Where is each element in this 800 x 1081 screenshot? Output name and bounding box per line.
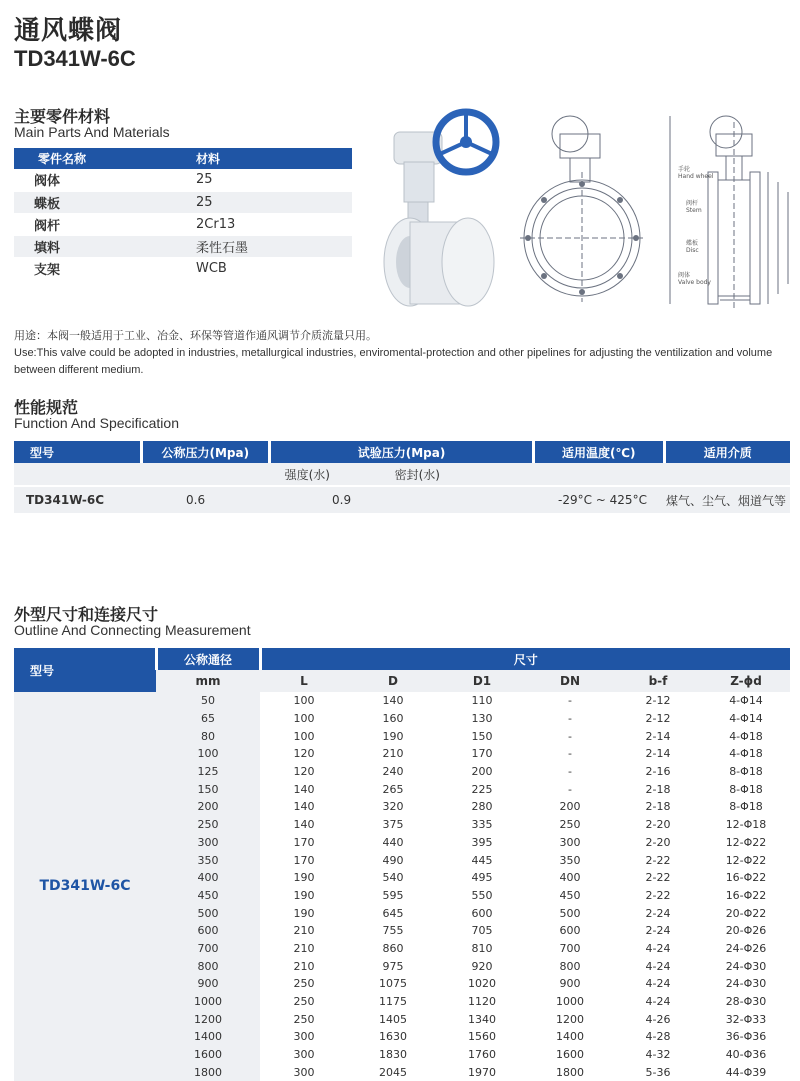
dims-sub-z: Z-ϕd [702, 670, 790, 692]
bf-value: 2-14 [645, 747, 671, 761]
d-value: 540 [382, 871, 404, 885]
part-material: 25 [190, 191, 352, 213]
bf-value: 2-18 [645, 800, 671, 814]
z-value: 36-Φ36 [725, 1030, 767, 1044]
l-value: 190 [293, 871, 315, 885]
valve-side-view-drawing [664, 112, 794, 308]
l-value: 210 [293, 941, 315, 955]
d-value: 645 [382, 906, 404, 920]
z-value: 8-Φ18 [729, 800, 763, 814]
table-row [14, 692, 790, 710]
l-value: 190 [293, 888, 315, 902]
label-hand-wheel-cn: 手轮 [678, 166, 691, 173]
d-value: 975 [382, 959, 404, 973]
spec-model-value: TD341W-6C [26, 493, 105, 507]
part-material: WCB [190, 257, 352, 279]
dn-value: 100 [156, 745, 260, 763]
page-title-cn: 通风蝶阀 [14, 16, 123, 46]
spec-col-temperature: 适用温度(℃) [535, 441, 662, 463]
dn-bore-value: 300 [559, 835, 581, 849]
part-name: 蝶板 [14, 191, 190, 213]
spec-section-title-cn: 性能规范 [14, 398, 79, 417]
d1-value: 550 [471, 888, 493, 902]
l-value: 140 [293, 818, 315, 832]
dn-value: 1000 [156, 993, 260, 1011]
dn-bore-value: 800 [559, 959, 581, 973]
d1-value: 1760 [468, 1048, 496, 1062]
bf-value: 2-20 [645, 818, 671, 832]
bf-value: 2-12 [645, 712, 671, 726]
table-row [14, 213, 352, 235]
z-value: 20-Φ26 [725, 924, 767, 938]
spec-col-model: 型号 [14, 441, 140, 463]
table-row [14, 169, 352, 191]
part-name: 填料 [14, 235, 190, 257]
bf-value: 4-24 [645, 959, 671, 973]
bf-value: 2-20 [645, 835, 671, 849]
dn-value: 250 [156, 816, 260, 834]
dn-bore-value: 900 [559, 977, 581, 991]
z-value: 44-Φ39 [725, 1065, 767, 1079]
l-value: 120 [293, 765, 315, 779]
l-value: 140 [293, 800, 315, 814]
z-value: 4-Φ14 [729, 712, 763, 726]
usage-text-cn: 用途：本阀一般适用于工业、冶金、环保等管道作通风调节介质流量只用。 [14, 329, 377, 342]
dims-sub-D1: D1 [438, 670, 526, 692]
bf-value: 2-24 [645, 924, 671, 938]
z-value: 12-Φ22 [725, 853, 767, 867]
l-value: 100 [293, 729, 315, 743]
bf-value: 2-18 [645, 782, 671, 796]
spec-sub-strength: 强度(水) [284, 467, 330, 482]
dn-bore-value: 1800 [556, 1065, 584, 1079]
dn-value: 700 [156, 940, 260, 958]
spec-col-test-pressure: 试验压力(Mpa) [271, 441, 532, 463]
d1-value: 150 [471, 729, 493, 743]
dimensions-table [14, 648, 790, 1081]
d-value: 1075 [379, 977, 407, 991]
parts-materials-table [14, 148, 352, 280]
bf-value: 4-26 [645, 1012, 671, 1026]
spec-sub-seal: 密封(水) [394, 467, 440, 482]
spec-table [14, 441, 790, 513]
l-value: 300 [293, 1065, 315, 1079]
dims-col-dn: 公称通径 [156, 648, 260, 670]
d1-value: 445 [471, 853, 493, 867]
bf-value: 4-24 [645, 995, 671, 1009]
l-value: 120 [293, 747, 315, 761]
d1-value: 200 [471, 765, 493, 779]
dn-value: 1800 [156, 1063, 260, 1081]
bf-value: 4-32 [645, 1048, 671, 1062]
dn-value: 50 [156, 692, 260, 710]
l-value: 170 [293, 853, 315, 867]
dn-bore-value: - [568, 747, 572, 761]
d1-value: 130 [471, 712, 493, 726]
dims-section-title-en: Outline And Connecting Measurement [14, 622, 251, 638]
bf-value: 2-22 [645, 871, 671, 885]
l-value: 170 [293, 835, 315, 849]
d1-value: 1120 [468, 995, 496, 1009]
label-body-cn: 阀体 [678, 272, 691, 279]
d-value: 2045 [379, 1065, 407, 1079]
d1-value: 110 [471, 694, 493, 708]
d-value: 1175 [379, 995, 407, 1009]
label-hand-wheel-en: Hand wheel [678, 173, 714, 180]
dn-bore-value: 600 [559, 924, 581, 938]
table-row [14, 257, 352, 279]
dn-bore-value: 1600 [556, 1048, 584, 1062]
dn-value: 200 [156, 798, 260, 816]
d-value: 1405 [379, 1012, 407, 1026]
valve-photo-image [382, 98, 510, 312]
dn-bore-value: 250 [559, 818, 581, 832]
bf-value: 2-22 [645, 853, 671, 867]
bf-value: 4-24 [645, 977, 671, 991]
dims-sub-D: D [348, 670, 438, 692]
l-value: 300 [293, 1030, 315, 1044]
page-title-model: TD341W-6C [14, 46, 136, 71]
d1-value: 1970 [468, 1065, 496, 1079]
spec-header-row [14, 441, 790, 463]
d-value: 490 [382, 853, 404, 867]
d1-value: 705 [471, 924, 493, 938]
d1-value: 810 [471, 941, 493, 955]
dn-bore-value: 200 [559, 800, 581, 814]
dims-col-model: 型号 [14, 648, 156, 692]
spec-strength-value: 0.9 [332, 493, 352, 507]
spec-pressure-value: 0.6 [186, 493, 206, 507]
dn-bore-value: 1400 [556, 1030, 584, 1044]
z-value: 4-Φ18 [729, 729, 763, 743]
parts-section-title-en: Main Parts And Materials [14, 124, 170, 140]
d-value: 860 [382, 941, 404, 955]
spec-medium-value: 煤气、尘气、烟道气等 [666, 493, 787, 508]
valve-front-view-drawing [520, 112, 646, 308]
part-name: 阀杆 [14, 213, 190, 235]
l-value: 300 [293, 1048, 315, 1062]
dn-bore-value: 700 [559, 941, 581, 955]
bf-value: 2-22 [645, 888, 671, 902]
label-body-en: Valve body [678, 279, 711, 286]
bf-value: 5-36 [645, 1065, 671, 1079]
dims-section-title-cn: 外型尺寸和连接尺寸 [14, 605, 159, 624]
spec-col-pressure: 公称压力(Mpa) [143, 441, 269, 463]
label-disc-cn: 蝶板 [686, 240, 699, 247]
dn-bore-value: - [568, 712, 572, 726]
d1-value: 225 [471, 782, 493, 796]
dn-value: 65 [156, 710, 260, 728]
l-value: 100 [293, 712, 315, 726]
d1-value: 495 [471, 871, 493, 885]
dn-bore-value: 1000 [556, 995, 584, 1009]
dims-table-body [14, 692, 790, 1081]
dn-value: 900 [156, 975, 260, 993]
dn-value: 300 [156, 834, 260, 852]
d1-value: 600 [471, 906, 493, 920]
spec-section-title-en: Function And Specification [14, 415, 179, 431]
bf-value: 2-16 [645, 765, 671, 779]
dn-value: 350 [156, 851, 260, 869]
d1-value: 170 [471, 747, 493, 761]
d1-value: 395 [471, 835, 493, 849]
label-stem-cn: 阀杆 [686, 200, 699, 207]
z-value: 16-Φ22 [725, 871, 767, 885]
dn-value: 800 [156, 957, 260, 975]
d-value: 140 [382, 694, 404, 708]
dn-value: 400 [156, 869, 260, 887]
dims-sub-mm: mm [156, 670, 260, 692]
d-value: 755 [382, 924, 404, 938]
part-material: 2Cr13 [190, 213, 352, 235]
z-value: 4-Φ18 [729, 747, 763, 761]
l-value: 210 [293, 959, 315, 973]
dims-sub-L: L [260, 670, 348, 692]
d-value: 440 [382, 835, 404, 849]
parts-col-header-part: 零件名称 [14, 148, 190, 169]
spec-subheader-row [14, 463, 790, 485]
parts-col-header-material: 材料 [190, 148, 352, 169]
z-value: 24-Φ26 [725, 941, 767, 955]
dims-model-value: TD341W-6C [14, 692, 156, 1081]
z-value: 28-Φ30 [725, 995, 767, 1009]
dn-bore-value: 450 [559, 888, 581, 902]
z-value: 32-Φ33 [725, 1012, 767, 1026]
parts-section-title-cn: 主要零件材料 [14, 107, 111, 126]
d-value: 320 [382, 800, 404, 814]
dn-bore-value: - [568, 782, 572, 796]
dn-value: 125 [156, 763, 260, 781]
bf-value: 2-24 [645, 906, 671, 920]
z-value: 8-Φ18 [729, 765, 763, 779]
d-value: 1830 [379, 1048, 407, 1062]
dims-sub-DN: DN [526, 670, 614, 692]
label-disc-en: Disc [686, 247, 699, 254]
z-value: 8-Φ18 [729, 782, 763, 796]
d-value: 595 [382, 888, 404, 902]
part-name: 支架 [14, 257, 190, 279]
table-row [14, 235, 352, 257]
dn-value: 150 [156, 780, 260, 798]
dn-value: 1600 [156, 1046, 260, 1064]
l-value: 250 [293, 1012, 315, 1026]
d-value: 160 [382, 712, 404, 726]
l-value: 190 [293, 906, 315, 920]
dn-bore-value: - [568, 765, 572, 779]
dn-bore-value: 350 [559, 853, 581, 867]
d1-value: 280 [471, 800, 493, 814]
bf-value: 4-24 [645, 941, 671, 955]
dn-bore-value: 400 [559, 871, 581, 885]
dn-bore-value: - [568, 694, 572, 708]
l-value: 140 [293, 782, 315, 796]
d1-value: 920 [471, 959, 493, 973]
l-value: 250 [293, 995, 315, 1009]
table-row [14, 191, 352, 213]
d-value: 190 [382, 729, 404, 743]
d1-value: 1560 [468, 1030, 496, 1044]
d1-value: 335 [471, 818, 493, 832]
d1-value: 1340 [468, 1012, 496, 1026]
part-material: 25 [190, 169, 352, 191]
z-value: 12-Φ22 [725, 835, 767, 849]
z-value: 12-Φ18 [725, 818, 767, 832]
spec-temp-value: -29°C ~ 425°C [558, 493, 647, 507]
dn-bore-value: 500 [559, 906, 581, 920]
dn-bore-value: 1200 [556, 1012, 584, 1026]
bf-value: 2-14 [645, 729, 671, 743]
l-value: 210 [293, 924, 315, 938]
d-value: 375 [382, 818, 404, 832]
dn-value: 1200 [156, 1010, 260, 1028]
dims-col-size: 尺寸 [260, 648, 790, 670]
part-material: 柔性石墨 [190, 235, 352, 257]
z-value: 16-Φ22 [725, 888, 767, 902]
table-row [14, 487, 790, 513]
dn-bore-value: - [568, 729, 572, 743]
d-value: 210 [382, 747, 404, 761]
dn-value: 80 [156, 727, 260, 745]
z-value: 24-Φ30 [725, 959, 767, 973]
dn-value: 1400 [156, 1028, 260, 1046]
dims-sub-bf: b-f [614, 670, 702, 692]
usage-text-en: Use:This valve could be adopted in industries, metallurgical industries, enviromental-protection and other pipelines for adjusting the ventilization and volume between different medium. [14, 347, 773, 376]
z-value: 4-Φ14 [729, 694, 763, 708]
z-value: 24-Φ30 [725, 977, 767, 991]
z-value: 20-Φ22 [725, 906, 767, 920]
z-value: 40-Φ36 [725, 1048, 767, 1062]
d1-value: 1020 [468, 977, 496, 991]
l-value: 100 [293, 694, 315, 708]
part-name: 阀体 [14, 169, 190, 191]
dn-value: 500 [156, 904, 260, 922]
dn-value: 450 [156, 887, 260, 905]
spec-col-medium: 适用介质 [666, 441, 791, 463]
d-value: 1630 [379, 1030, 407, 1044]
bf-value: 4-28 [645, 1030, 671, 1044]
label-stem-en: Stem [686, 207, 702, 214]
d-value: 265 [382, 782, 404, 796]
l-value: 250 [293, 977, 315, 991]
bf-value: 2-12 [645, 694, 671, 708]
dn-value: 600 [156, 922, 260, 940]
d-value: 240 [382, 765, 404, 779]
